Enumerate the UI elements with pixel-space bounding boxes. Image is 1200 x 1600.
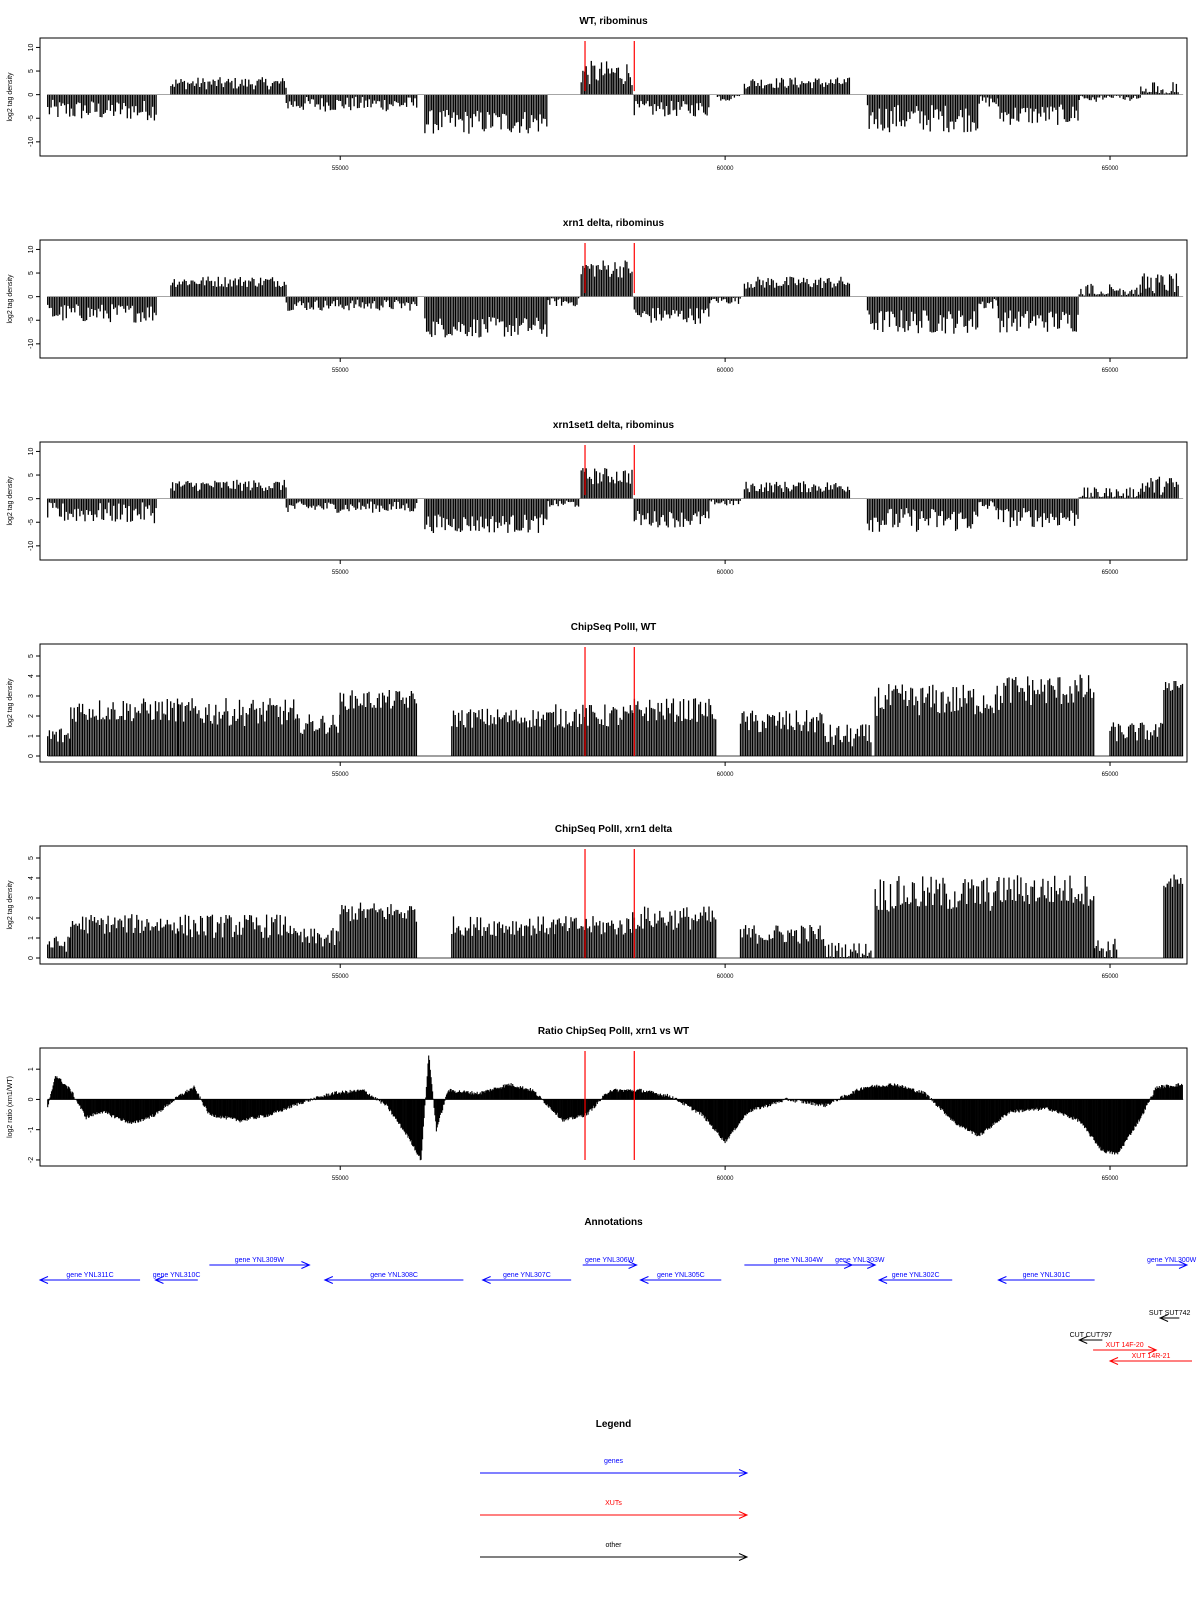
feature-gene-ynl311c bbox=[40, 1272, 140, 1284]
feature-label: gene YNL305C bbox=[656, 1272, 705, 1279]
y-tick-label: 3 bbox=[28, 694, 35, 698]
panel-2 bbox=[7, 218, 1187, 374]
panel-title: WT, ribominus bbox=[579, 16, 648, 27]
annotations-panel bbox=[40, 1217, 1197, 1365]
legend-item-xuts bbox=[480, 1500, 747, 1519]
feature-gene-ynl308c bbox=[325, 1272, 464, 1284]
data-series bbox=[48, 261, 1178, 338]
feature-label: gene YNL301C bbox=[1022, 1272, 1071, 1279]
y-tick-label: 5 bbox=[28, 654, 35, 658]
x-tick-label: 60000 bbox=[716, 166, 734, 172]
y-tick-label: 5 bbox=[28, 473, 35, 477]
y-tick-label: 0 bbox=[28, 496, 35, 501]
feature-xut-14r-21 bbox=[1110, 1353, 1192, 1365]
x-tick-label: 60000 bbox=[716, 772, 734, 778]
feature-gene-ynl310c bbox=[153, 1272, 201, 1284]
feature-label: gene YNL302C bbox=[891, 1272, 940, 1279]
feature-gene-ynl301c bbox=[998, 1272, 1094, 1284]
legend-item-genes bbox=[480, 1458, 747, 1477]
y-tick-label: 2 bbox=[28, 714, 35, 718]
data-series bbox=[48, 468, 1178, 533]
y-tick-label: -5 bbox=[28, 115, 35, 122]
feature-label: gene YNL307C bbox=[503, 1272, 551, 1279]
panel-title: ChipSeq PolII, xrn1 delta bbox=[554, 824, 673, 835]
data-series bbox=[48, 1056, 1183, 1161]
x-tick-label: 60000 bbox=[716, 974, 734, 980]
y-tick-label: 5 bbox=[28, 856, 35, 860]
feature-label: SUT SUT742 bbox=[1148, 1310, 1191, 1317]
y-axis-label: log2 tag density bbox=[7, 72, 14, 122]
panel-title: xrn1 delta, ribominus bbox=[562, 218, 665, 229]
feature-label: XUT 14F-20 bbox=[1105, 1342, 1144, 1349]
y-tick-label: -10 bbox=[28, 540, 35, 551]
data-series bbox=[48, 61, 1178, 134]
feature-label: gene YNL310C bbox=[152, 1272, 201, 1279]
panel-1 bbox=[7, 16, 1187, 172]
panel-5 bbox=[7, 824, 1187, 980]
panel-6 bbox=[7, 1026, 1187, 1182]
y-tick-label: 10 bbox=[28, 447, 35, 456]
feature-label: CUT CUT797 bbox=[1069, 1332, 1112, 1339]
y-tick-label: 4 bbox=[28, 876, 35, 880]
y-tick-label: 1 bbox=[28, 734, 35, 738]
feature-label: gene YNL311C bbox=[66, 1272, 114, 1279]
legend-item-other bbox=[480, 1542, 747, 1561]
x-tick-label: 55000 bbox=[331, 570, 349, 576]
x-tick-label: 65000 bbox=[1101, 570, 1119, 576]
feature-gene-ynl309w bbox=[209, 1257, 309, 1269]
y-tick-label: 0 bbox=[28, 294, 35, 299]
y-tick-label: 5 bbox=[28, 271, 35, 275]
legend-title: Legend bbox=[595, 1419, 632, 1430]
legend-label: other bbox=[605, 1542, 622, 1549]
y-tick-label: -5 bbox=[28, 317, 35, 324]
feature-gene-ynl305c bbox=[640, 1272, 721, 1284]
y-tick-label: -10 bbox=[28, 136, 35, 147]
y-axis-label: log2 tag density bbox=[7, 476, 14, 526]
panel-3 bbox=[7, 420, 1187, 576]
y-tick-label: 5 bbox=[28, 69, 35, 73]
feature-xut-14f-20 bbox=[1093, 1342, 1156, 1354]
x-tick-label: 55000 bbox=[331, 166, 349, 172]
data-series bbox=[48, 875, 1183, 958]
y-axis-label: log2 tag density bbox=[7, 274, 14, 324]
y-axis-label: log2 ratio (xrn1/WT) bbox=[7, 1076, 14, 1138]
x-tick-label: 60000 bbox=[716, 570, 734, 576]
y-tick-label: -2 bbox=[28, 1156, 35, 1164]
y-tick-label: 10 bbox=[28, 43, 35, 52]
y-tick-label: -5 bbox=[28, 519, 35, 526]
y-tick-label: 2 bbox=[28, 916, 35, 920]
panel-title: ChipSeq PolII, WT bbox=[570, 622, 657, 633]
y-axis-label: log2 tag density bbox=[7, 678, 14, 728]
x-tick-label: 55000 bbox=[331, 974, 349, 980]
feature-sut-sut742 bbox=[1149, 1310, 1191, 1322]
y-tick-label: 0 bbox=[28, 92, 35, 97]
feature-gene-ynl302c bbox=[879, 1272, 952, 1284]
y-tick-label: 1 bbox=[28, 936, 35, 940]
feature-gene-ynl306w bbox=[583, 1257, 637, 1269]
y-tick-label: 3 bbox=[28, 896, 35, 900]
legend-label: genes bbox=[603, 1458, 624, 1465]
y-tick-label: 0 bbox=[28, 956, 35, 960]
panel-4 bbox=[7, 622, 1187, 778]
annotations-title: Annotations bbox=[584, 1217, 643, 1228]
feature-gene-ynl303w bbox=[835, 1257, 885, 1269]
feature-gene-ynl300w bbox=[1147, 1257, 1197, 1269]
x-tick-label: 65000 bbox=[1101, 974, 1119, 980]
feature-label: gene YNL304W bbox=[773, 1257, 823, 1264]
data-series bbox=[48, 675, 1183, 756]
y-tick-label: 10 bbox=[28, 245, 35, 254]
y-tick-label: 1 bbox=[28, 1067, 35, 1072]
panel-title: xrn1set1 delta, ribominus bbox=[552, 420, 675, 431]
feature-label: gene YNL300W bbox=[1146, 1257, 1197, 1264]
x-tick-label: 65000 bbox=[1101, 368, 1119, 374]
y-tick-label: -1 bbox=[28, 1126, 35, 1133]
y-axis-label: log2 tag density bbox=[7, 880, 14, 930]
x-tick-label: 55000 bbox=[331, 368, 349, 374]
panel-title: Ratio ChipSeq PolII, xrn1 vs WT bbox=[537, 1026, 690, 1037]
x-tick-label: 55000 bbox=[331, 772, 349, 778]
x-tick-label: 60000 bbox=[716, 1176, 734, 1182]
y-tick-label: 0 bbox=[28, 754, 35, 758]
x-tick-label: 65000 bbox=[1101, 1176, 1119, 1182]
y-tick-label: 0 bbox=[28, 1097, 35, 1102]
feature-label: XUT 14R-21 bbox=[1131, 1353, 1171, 1360]
legend-panel bbox=[480, 1419, 747, 1561]
feature-label: gene YNL306W bbox=[585, 1257, 635, 1264]
legend-label: XUTs bbox=[605, 1500, 622, 1507]
x-tick-label: 55000 bbox=[331, 1176, 349, 1182]
feature-label: gene YNL309W bbox=[234, 1257, 285, 1264]
feature-gene-ynl307c bbox=[483, 1272, 572, 1284]
x-tick-label: 65000 bbox=[1101, 772, 1119, 778]
x-tick-label: 65000 bbox=[1101, 166, 1119, 172]
y-tick-label: 4 bbox=[28, 674, 35, 678]
feature-label: gene YNL308C bbox=[370, 1272, 418, 1279]
x-tick-label: 60000 bbox=[716, 368, 734, 374]
y-tick-label: -10 bbox=[28, 338, 35, 349]
feature-label: gene YNL303W bbox=[835, 1257, 885, 1264]
